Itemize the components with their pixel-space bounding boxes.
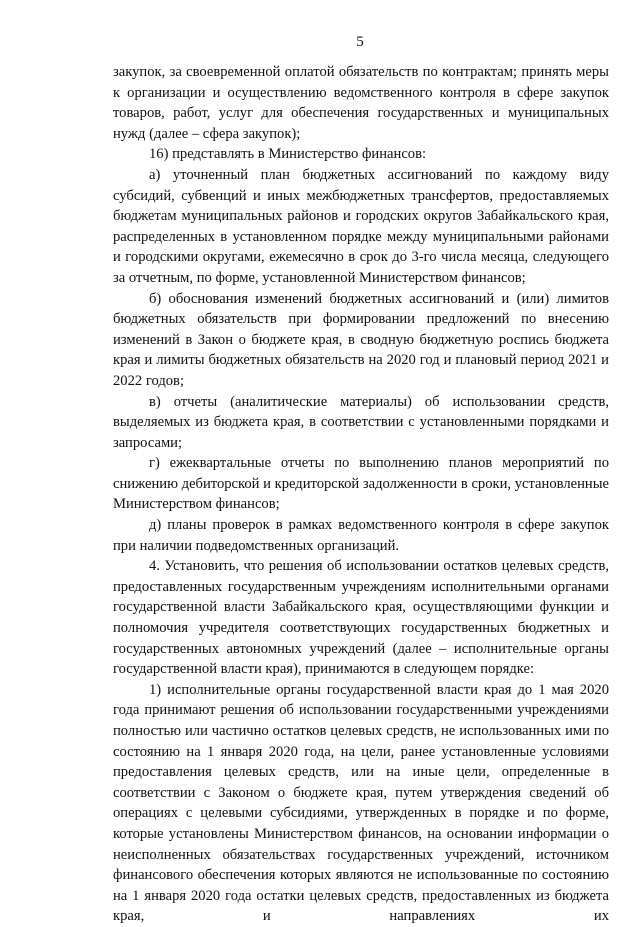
paragraph-section-4-item-1: 1) исполнительные органы государственной власти края до 1 мая 2020 года принимают решения об использовании государственными учреждениями полностью или частично остатков целевых средств, не использованных ими по состоянию на 1 января 2020 года, на цели, ранее установленные условиями предоставления целевых средств, или на иные цели, определенные в соответствии с Законом о бюджете края, путем утверждения сведений об операциях с целевыми субсидиями, утвержденных в порядке и по форме, которые установлены Министерством финансов, на основании информации о неисполненных обязательствах государственных учреждений, источником финансового обеспечения которых являются не использованные по состоянию на 1 января 2020 года остатки целевых средств, предоставленных из бюджета края, и направлениях их <box>113 681 609 925</box>
paragraph-procurement-continuation: закупок, за своевременной оплатой обязательств по контрактам; принять меры к организации и осуществлению ведомственного контроля в сфере закупок товаров, работ, услуг для обеспечения государственных и муниципальных нужд (далее – сфера закупок); <box>113 64 609 142</box>
paragraph-item-16: 16) представлять в Министерство финансов: <box>149 146 427 163</box>
paragraph-subitem-a: а) уточненный план бюджетных ассигнований по каждому виду субсидий, субвенций и иных межбюджетных трансфертов, предоставляемых бюджетам муниципальных районов и городских округов Забайкальского края, распределенных в установленном порядке между муниципальными районами и городскими округами, ежемесячно в срок до 3-го числа месяца, следующего за отчетным, по форме, установленной Министерством финансов; <box>113 166 609 286</box>
paragraph-subitem-d: д) планы проверок в рамках ведомственного контроля в сфере закупок при наличии подведомственных организаций. <box>113 517 609 554</box>
document-body <box>113 62 609 927</box>
paragraph-subitem-v: в) отчеты (аналитические материалы) об использовании средств, выделяемых из бюджета края, в соответствии с установленными порядками и запросами; <box>113 393 609 451</box>
paragraph-subitem-b: б) обоснования изменений бюджетных ассигнований и (или) лимитов бюджетных обязательств при формировании предложений по внесению изменений в Закон о бюджете края, в сводную бюджетную роспись бюджета края и лимиты бюджетных обязательств на 2020 год и плановый период 2021 и 2022 годов; <box>113 290 609 389</box>
page-number: 5 <box>356 34 364 50</box>
paragraph-section-4: 4. Установить, что решения об использовании остатков целевых средств, предоставленных государственным учреждениям исполнительными органами государственной власти Забайкальского края, осуществляющими функции и полномочия учредителя соответствующих государственных бюджетных и государственных автономных учреждений (далее – исполнительные органы государственной власти края), принимаются в следующем порядке: <box>113 558 609 678</box>
paragraph-subitem-g: г) ежеквартальные отчеты по выполнению планов мероприятий по снижению дебиторской и кредиторской задолженности в сроки, установленные Министерством финансов; <box>113 455 609 513</box>
